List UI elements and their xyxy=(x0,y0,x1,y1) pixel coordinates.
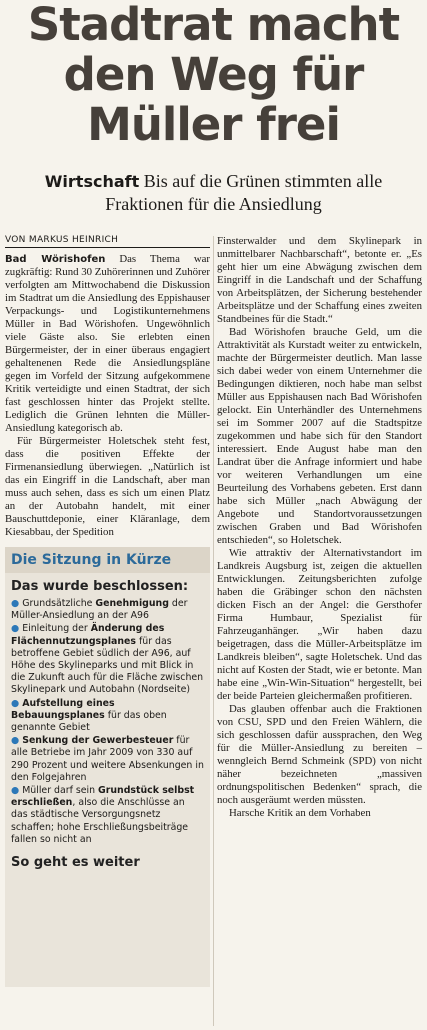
byline: VON MARKUS HEINRICH xyxy=(5,235,210,248)
paragraph-text: Das Thema war zugkräftig: Rund 30 Zuhörerinnen und Zuhörer verfolgten am Mittwochabend die Diskussion im Stadtrat um die Ansiedlung des Eppishauser Verpackungs- und Logistikunternehmens Müller in Bad Wörishofen. Ungewöhnlich viele Gäste also. Sie erlebten einen Bürgermeister, der in einer überaus engagiert gehaltenenen Rede die Ansiedlungspläne gegen im Vorfeld der Sitzung aufgekommene Kritik verteidigte und einen Stadtrat, der sich fast geschlossen hinter das Projekt stellte. Lediglich die Grünen lehnten die Müller-Ansiedlung kategorisch ab. xyxy=(5,253,211,434)
headline-line-3: Müller frei xyxy=(87,98,340,151)
bullet-icon: ● xyxy=(11,735,20,747)
list-item: ● Müller darf sein Grundstück selbst erschließen, also die Anschlüsse an das städtische Versorgungsnetz schaffen; hohe Erschließungsbeiträge fallen so nicht an xyxy=(11,785,195,845)
paragraph: Bad Wörishofen brauche Geld, um die Attraktivität als Kurstadt weiter zu entwickeln, machte der Bürgermeister deutlich. Man lasse sich dabei weder von einem Unternehmer die Bedingungen diktieren, noch habe man selbst Müller aus Eppishausen nach Bad Wörishofen gelockt. Ein Unterhändler des Unternehmens sei im Sommer 2007 auf die Stadtspitze zugekommen und habe sich für den Standort interessiert. Ende August habe man den Landrat über die Anfrage informiert und habe vor weiteren Verhandlungen um eine Beurteilung des Vorhabens gebeten. Erst dann habe sich Müller „nach Abwägung der Angebote und Standortvoraussetzungen zwischen Graben und Bad Wörishofen entschieden“, so Holetschek. xyxy=(217,326,422,546)
dateline: Bad Wörishofen xyxy=(5,254,106,265)
info-box-title: Die Sitzung in Kürze xyxy=(5,547,210,573)
bullet-icon: ● xyxy=(11,623,20,635)
list-item: ● Einleitung der Änderung des Flächennutzungsplanes für das betroffene Gebiet südlich der A96, auf Höhe des Skylineparks und mit Blick in die Zukunft auch für die Fläche zwischen Skylinepark und Autobahn (Nordseite) xyxy=(11,623,204,696)
subheadline xyxy=(4,170,423,216)
info-box-next-heading: So geht es weiter xyxy=(11,855,140,871)
list-item: ● Aufstellung eines Bebauungsplanes für das oben genannte Gebiet xyxy=(11,697,167,734)
headline xyxy=(0,0,427,150)
column-divider xyxy=(213,236,214,1026)
bullet-icon: ● xyxy=(11,598,20,609)
paragraph: Harsche Kritik an dem Vorhaben xyxy=(229,807,371,819)
paragraph: Wie attraktiv der Alternativstandort im Landkreis Augsburg ist, zeigen die aktuellen Entwicklungen. Zeitungsberichten zufolge haben die Gräbinger schon den nächsten dicken Fisch an der Angel: die Gersthofer Firma Humbaur, Spezialist für Fahrzeuganhänger. „Wir haben dazu beigetragen, dass die Müller-Arbeitsplätze im Landkreis bleiben“, sagte Holetschek. Und das nicht auf Kosten der Stadt, wie er betonte. Man habe eine „Win-Win-Situation“ hergestellt, bei der beide Parteien gleichermaßen profitieren. xyxy=(217,547,422,702)
paragraph xyxy=(5,253,210,435)
headline-line-1: Stadtrat macht xyxy=(27,0,400,51)
paragraph: Für Bürgermeister Holetschek steht fest, dass die positiven Effekte der Firmenansiedlung überwiegen. „Natürlich ist das ein Eingriff in die Landschaft, aber man muss auch sehen, dass es sich um einen Platz an der Autobahn handelt, mit einer Bauschuttdeponie, einer Kläranlage, dem Kiesabbau, der Spedition xyxy=(5,435,210,538)
headline-line-2: den Weg für xyxy=(63,48,364,101)
left-column xyxy=(5,235,210,987)
right-body xyxy=(217,235,422,820)
paragraph: Finsterwalder und dem Skylinepark in unmittelbarer Nachbarschaft“, betonte er. „Es geht hier um eine Abwägung zwischen dem Eingriff in die Landschaft und der Schaffung von Arbeitsplätzen, der Sicherung bestehender Arbeitsplätze und der Schaffung eines zweiten Standbeines für die Stadt.“ xyxy=(217,235,422,325)
info-box xyxy=(5,547,210,987)
subhead-kicker: Wirtschaft xyxy=(44,172,140,191)
list-item: ● Grundsätzliche Genehmigung der Müller-Ansiedlung an der A96 xyxy=(11,598,188,622)
bullet-icon: ● xyxy=(11,785,20,797)
list-item: ● Senkung der Gewerbesteuer für alle Betriebe im Jahr 2009 von 330 auf 290 Prozent und weitere Absenkungen in den Folgejahren xyxy=(11,735,204,783)
left-body xyxy=(5,253,210,539)
right-column xyxy=(217,235,422,820)
info-box-subtitle: Das wurde beschlossen: xyxy=(11,579,189,594)
decision-list xyxy=(5,598,210,846)
subhead-text: Bis auf die Grünen stimmten alle Fraktionen für die Ansiedlung xyxy=(105,171,383,214)
paragraph: Das glauben offenbar auch die Fraktionen von CSU, SPD und den Freien Wählern, die sich geschlossen dafür aussprachen, den Weg für die Müller-Ansiedlung zu bereiten – wenngleich Bernd Schmeink (SPD) von nicht näher bezeichneten „massiven ordnungspolitischen Bedenken“ sprach, die noch ausgeräumt werden müssten. xyxy=(217,703,422,806)
bullet-icon: ● xyxy=(11,697,20,709)
